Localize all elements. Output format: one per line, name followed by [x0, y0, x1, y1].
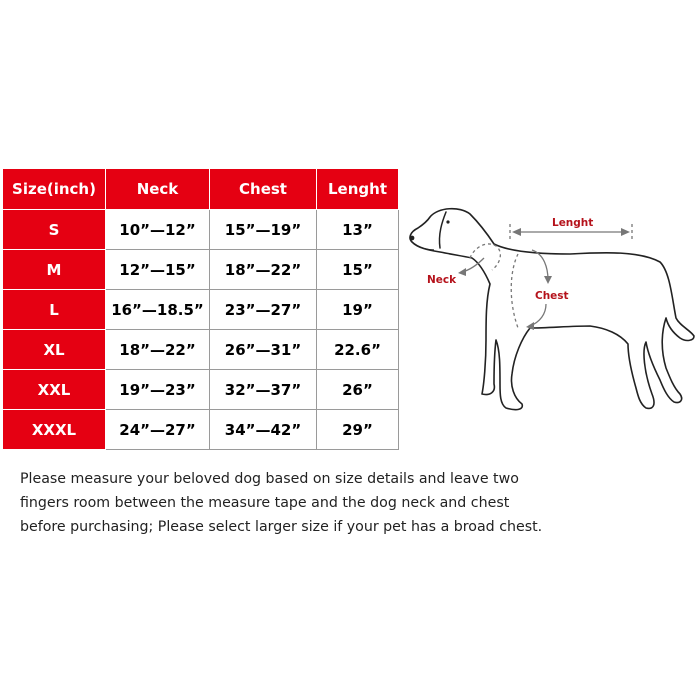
- size-cell: XXL: [3, 370, 106, 410]
- measurement-note: [20, 467, 580, 539]
- size-chart-table: [2, 168, 399, 450]
- size-cell: XXXL: [3, 410, 106, 450]
- size-cell: L: [3, 290, 106, 330]
- size-cell: S: [3, 210, 106, 250]
- neck-cell: 12”—15”: [106, 250, 210, 290]
- note-line: fingers room between the measure tape and the dog neck and chest: [20, 495, 510, 511]
- length-cell: 19”: [317, 290, 399, 330]
- chest-cell: 32”—37”: [210, 370, 317, 410]
- chest-cell: 15”—19”: [210, 210, 317, 250]
- header-length: Lenght: [317, 169, 399, 210]
- length-cell: 26”: [317, 370, 399, 410]
- length-cell: 13”: [317, 210, 399, 250]
- chest-cell: 34”—42”: [210, 410, 317, 450]
- chest-label: Chest: [535, 290, 569, 302]
- header-neck: Neck: [106, 169, 210, 210]
- dog-nose: [410, 236, 415, 241]
- table-row: [3, 290, 399, 330]
- length-cell: 15”: [317, 250, 399, 290]
- header-chest: Chest: [210, 169, 317, 210]
- dog-measurement-diagram: [405, 195, 697, 415]
- neck-cell: 19”—23”: [106, 370, 210, 410]
- length-label: Lenght: [552, 217, 594, 229]
- length-arrowhead-right: [621, 228, 630, 236]
- table-row: [3, 370, 399, 410]
- neck-label: Neck: [427, 274, 457, 286]
- table-header-row: [3, 169, 399, 210]
- table-row: [3, 210, 399, 250]
- size-cell: XL: [3, 330, 106, 370]
- neck-cell: 18”—22”: [106, 330, 210, 370]
- header-size: Size(inch): [3, 169, 106, 210]
- chest-cell: 23”—27”: [210, 290, 317, 330]
- table-row: [3, 410, 399, 450]
- dog-eye: [446, 220, 449, 223]
- length-arrowhead-left: [512, 228, 521, 236]
- note-line: before purchasing; Please select larger size if your pet has a broad chest.: [20, 519, 543, 535]
- size-cell: M: [3, 250, 106, 290]
- chest-cell: 18”—22”: [210, 250, 317, 290]
- table-row: [3, 330, 399, 370]
- neck-cell: 16”—18.5”: [106, 290, 210, 330]
- chest-cell: 26”—31”: [210, 330, 317, 370]
- dog-outline: [410, 209, 694, 410]
- neck-cell: 10”—12”: [106, 210, 210, 250]
- length-cell: 22.6”: [317, 330, 399, 370]
- neck-arrowhead: [458, 268, 466, 276]
- neck-cell: 24”—27”: [106, 410, 210, 450]
- table-row: [3, 250, 399, 290]
- length-cell: 29”: [317, 410, 399, 450]
- note-line: Please measure your beloved dog based on size details and leave two: [20, 471, 519, 487]
